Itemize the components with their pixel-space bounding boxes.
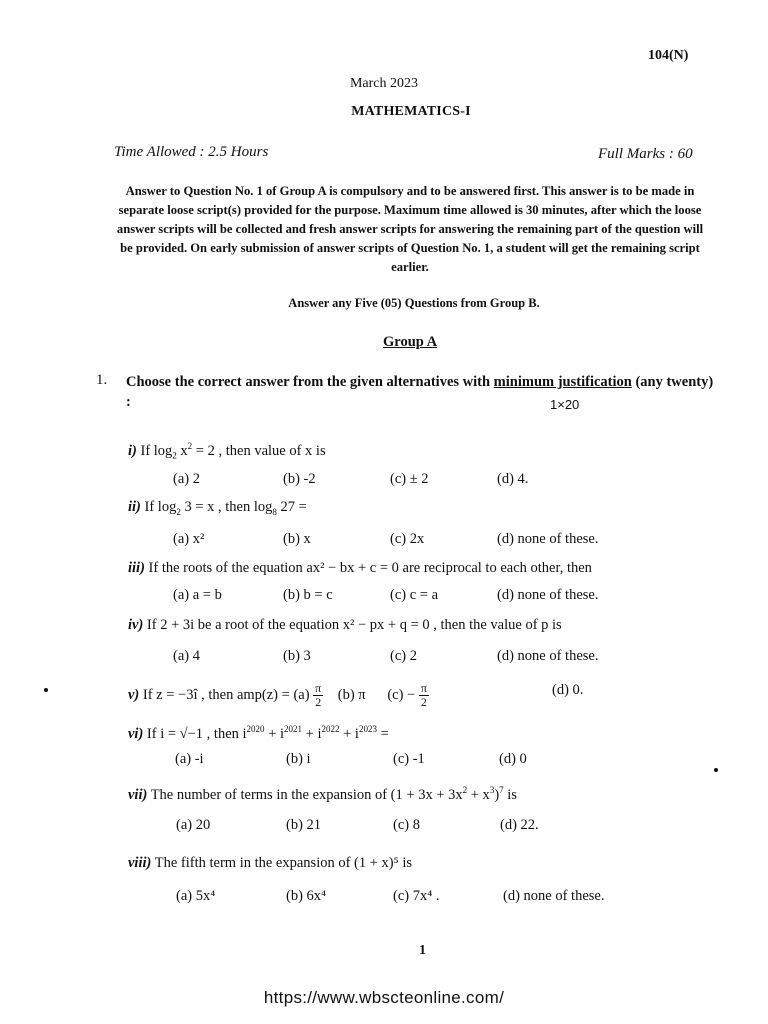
full-marks: Full Marks : 60 [598, 146, 693, 162]
option: (c) 2 [390, 648, 417, 664]
item-number: iv) [128, 617, 144, 633]
item-text: If the roots of the equation ax² − bx + c = 0 are reciprocal to each other, then [148, 560, 592, 576]
item-number: vii) [128, 786, 148, 803]
scan-speck [44, 688, 48, 692]
option: (a) 4 [173, 648, 200, 664]
option: (c) c = a [390, 587, 439, 603]
option: (a) a = b [173, 587, 222, 603]
item-number: ii) [128, 499, 141, 515]
option: (a) 20 [176, 817, 211, 833]
option: (b) i [286, 751, 311, 767]
option: (b) b = c [283, 587, 333, 603]
group-a-title: Group A [383, 334, 438, 350]
option: (b) -2 [283, 471, 316, 487]
option: (c) 2x [390, 531, 425, 547]
scan-speck [714, 768, 718, 772]
item-vi: vi) If i = √−1 , then $i^{2020} + i^{2021} + i^{2022} + i^{2023}$ = [128, 724, 389, 742]
option: (b) 6x⁴ [286, 888, 327, 904]
exam-date: March 2023 [349, 76, 419, 91]
option: (c) 7x⁴ . [393, 888, 440, 904]
item-number: i) [128, 442, 137, 459]
option: (a) -i [175, 751, 204, 767]
option: (d) 0 [499, 751, 527, 767]
subject-title: MATHEMATICS-I [351, 104, 471, 119]
question-text-before: Choose the correct answer from the given alternatives with [126, 374, 494, 390]
item-vii: vii) The number of terms in the expansion of $(1 + 3x + 3x^2 + x^3)^7$ is [128, 785, 517, 803]
footer-url[interactable]: https://www.wbscteonline.com/ [263, 988, 505, 1007]
question-text [126, 372, 716, 412]
item-ii: ii) If $\log_2 3 = x$ , then $\log_8 27$ = [128, 499, 307, 517]
fraction: $\frac{\pi}{2}$ [420, 681, 427, 709]
option: (d) none of these. [497, 587, 599, 603]
option: (a) 2 [173, 471, 200, 487]
option: (c) 8 [393, 817, 420, 833]
item-number: vi) [128, 725, 144, 742]
option: (d) none of these. [497, 531, 599, 547]
item-iii [128, 560, 592, 577]
option: (b) 21 [286, 817, 322, 833]
option: (d) none of these. [497, 648, 599, 664]
question-text-underlined: minimum justification [493, 374, 632, 390]
option: (a) x² [173, 531, 205, 547]
question-marks: 1×20 [550, 397, 580, 412]
option: (d) 22. [500, 817, 539, 833]
option: (d) 4. [497, 471, 529, 487]
option: (d) 0. [552, 682, 584, 698]
group-b-note: Answer any Five (05) Questions from Group B. [288, 296, 540, 310]
option: (a) 5x⁴ [176, 888, 216, 904]
time-allowed: Time Allowed : 2.5 Hours [114, 144, 269, 160]
item-viii [128, 855, 412, 872]
instructions: Answer to Question No. 1 of Group A is compulsory and to be answered first. This answer is to be made in separate loose script(s) provided for the purpose. Maximum time allowed is 30 minutes, after which the loose answer scripts will be collected and fresh answer scripts for answering the remaining part of the question will be provided. On early submission of answer scripts of Question No. 1, a student will get the remaining script earlier. [116, 184, 704, 274]
item-number: iii) [128, 560, 145, 576]
fraction: $\frac{\pi}{2}$ [315, 681, 322, 709]
page-number: 1 [419, 943, 426, 958]
option: (b) 3 [283, 648, 311, 664]
question-text-after: (any twenty) : [126, 374, 714, 410]
option: (d) none of these. [503, 888, 605, 904]
paper-code: 104(N) [648, 48, 689, 63]
item-text: If 2 + 3i be a root of the equation x² − px + q = 0 , then the value of p is [146, 617, 562, 633]
item-number: v) [128, 686, 140, 703]
item-iv [128, 617, 562, 634]
item-i: i) If $\log_2 x^2 = 2$ , then value of x is [128, 441, 326, 461]
question-number: 1. [96, 372, 108, 388]
option: (c) -1 [393, 751, 425, 767]
item-v: v) If z = −3î , then amp(z) = (a) $\frac{\pi}{2}$ (b) π (c) − $\frac{\pi}{2}$ [128, 681, 427, 709]
item-text: The fifth term in the expansion of (1 + x)⁵ is [154, 855, 412, 871]
option: (c) ± 2 [390, 471, 429, 487]
option: (b) x [283, 531, 311, 547]
item-number: viii) [128, 855, 152, 871]
